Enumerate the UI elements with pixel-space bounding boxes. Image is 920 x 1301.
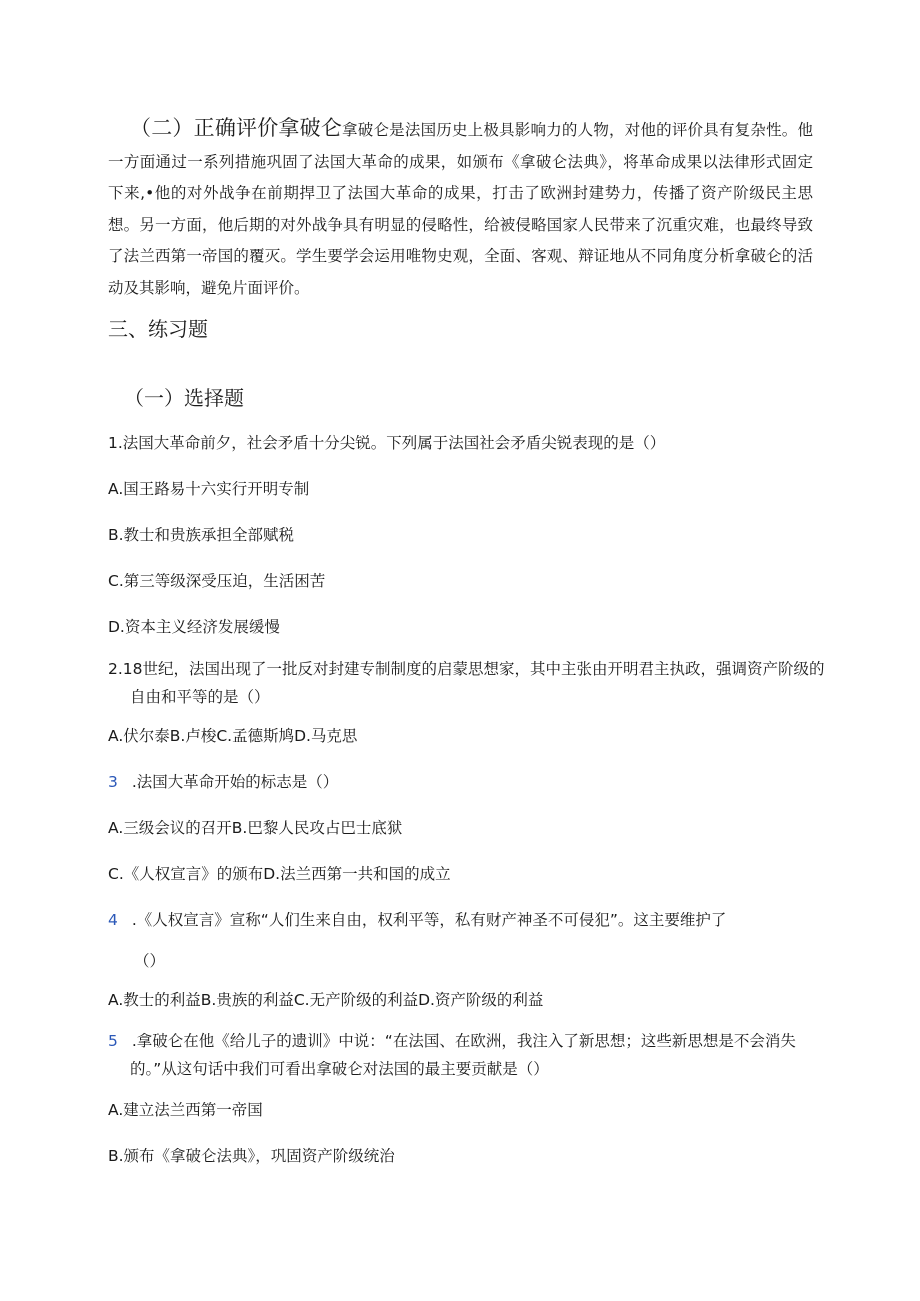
question-1-option-c: C.第三等级深受压迫，生活困苦 — [108, 572, 326, 590]
question-5-text: .拿破仑在他《给儿子的遗训》中说：“在法国、在欧洲，我注入了新思想；这些新思想是不会消失的。”从这句话中我们可看出拿破仑对法国的最主要贡献是（） — [130, 1032, 796, 1078]
question-3-options-cd: C.《人权宣言》的颁布D.法兰西第一共和国的成立 — [108, 865, 451, 883]
question-3-options-ab: A.三级会议的召开B.巴黎人民攻占巴士底狱 — [108, 819, 403, 837]
napoleon-evaluation-paragraph — [108, 113, 813, 304]
question-3-stem — [108, 768, 338, 796]
question-5-option-b: B.颁布《拿破仑法典》，巩固资产阶级统治 — [108, 1147, 395, 1165]
question-3-text: .法国大革命开始的标志是（） — [131, 773, 339, 791]
question-2-options: A.伏尔泰B.卢梭C.孟德斯鸠D.马克思 — [108, 727, 358, 745]
question-3-number: 3 — [108, 773, 118, 791]
question-1-option-a: A.国王路易十六实行开明专制 — [108, 480, 310, 498]
question-4-options: A.教士的利益B.贵族的利益C.无产阶级的利益D.资产阶级的利益 — [108, 991, 544, 1009]
question-1-option-b: B.教士和贵族承担全部赋税 — [108, 526, 295, 544]
exercises-heading: 三、练习题 — [108, 317, 208, 341]
question-5-stem — [108, 1027, 835, 1083]
section-lead-heading: （二）正确评价拿破仑 — [130, 116, 343, 140]
question-4-stem — [108, 906, 726, 934]
multiple-choice-subheading: （一）选择题 — [124, 386, 244, 410]
question-4-blank: （） — [134, 952, 166, 970]
paragraph-text: 拿破仑是法国历史上极具影响力的人物，对他的评价具有复杂性。他一方面通过一系列措施巩固了法国大革命的成果，如颁布《拿破仑法典》，将革命成果以法律形式固定下来,•他的对外战争在前期捍卫了法国大革命的成果，打击了欧洲封建势力，传播了资产阶级民主思想。另一方面，他后期的对外战争具有明显的侵略性，给被侵略国家人民带来了沉重灾难，也最终导致了法兰西第一帝国的覆灭。学生要学会运用唯物史观，全面、客观、辩证地从不同角度分析拿破仑的活动及其影响，避免片面评价。 — [108, 121, 813, 297]
question-5-number: 5 — [108, 1032, 118, 1050]
question-5-option-a: A.建立法兰西第一帝国 — [108, 1101, 263, 1119]
question-4-text: .《人权宣言》宣称“人们生来自由，权利平等，私有财产神圣不可侵犯”。这主要维护了 — [131, 911, 727, 929]
question-1-option-d: D.资本主义经济发展缓慢 — [108, 618, 280, 636]
question-4-number: 4 — [108, 911, 118, 929]
question-2-stem: 2.18世纪，法国出现了一批反对封建专制制度的启蒙思想家，其中主张由开明君主执政，强调资产阶级的自由和平等的是（） — [108, 660, 825, 706]
question-1-stem: 1.法国大革命前夕，社会矛盾十分尖锐。下列属于法国社会矛盾尖锐表现的是（） — [108, 434, 666, 452]
